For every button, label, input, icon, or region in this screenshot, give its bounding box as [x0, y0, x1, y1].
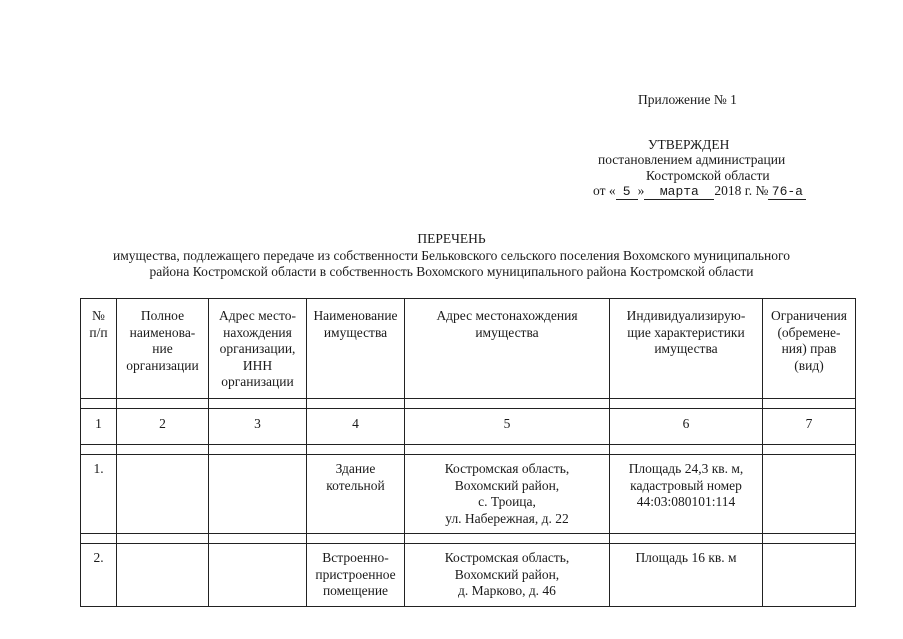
header-org-address: Адрес место- нахождения организации, ИНН организации: [209, 299, 307, 399]
row-org-address: [209, 544, 307, 607]
header-property-address: Адрес местонахождения имущества: [405, 299, 610, 399]
date-day: 5: [616, 185, 638, 200]
header-org-name: Полное наименова- ние организации: [117, 299, 209, 399]
table-header-row: [81, 299, 856, 399]
property-table: [80, 298, 856, 607]
row-org-name: [117, 544, 209, 607]
column-number: 7: [763, 409, 856, 445]
table-row: [81, 544, 856, 607]
row-property-address: Костромская область, Вохомский район, с. Троица, ул. Набережная, д. 22: [405, 455, 610, 534]
column-number-row: [81, 409, 856, 445]
column-number: 6: [610, 409, 763, 445]
table-row: [81, 455, 856, 534]
appendix-label: Приложение № 1: [638, 92, 737, 107]
date-year: 2018 г. №: [714, 183, 769, 198]
approval-title: УТВЕРЖДЕН: [648, 137, 730, 152]
header-characteristics: Индивидуализирую- щие характеристики имущества: [610, 299, 763, 399]
document-number: 76-а: [768, 185, 806, 200]
header-no: № п/п: [81, 299, 117, 399]
row-characteristics: Площадь 16 кв. м: [610, 544, 763, 607]
column-number: 4: [307, 409, 405, 445]
column-number: 3: [209, 409, 307, 445]
row-property-name: Встроенно- пристроенное помещение: [307, 544, 405, 607]
approval-line2: Костромской области: [646, 168, 770, 183]
list-subtitle-line2: района Костромской области в собственность Вохомского муниципального района Костромской области: [149, 264, 754, 279]
row-restrictions: [763, 455, 856, 534]
row-org-address: [209, 455, 307, 534]
row-org-name: [117, 455, 209, 534]
row-property-address: Костромская область, Вохомский район, д. Марково, д. 46: [405, 544, 610, 607]
list-subtitle-line1: имущества, подлежащего передаче из собственности Бельковского сельского поселения Вохомского муниципального: [113, 248, 790, 263]
approval-date-line: [593, 183, 806, 200]
list-title: ПЕРЕЧЕНЬ: [417, 231, 486, 246]
date-mid: »: [637, 183, 645, 198]
row-characteristics: Площадь 24,3 кв. м, кадастровый номер 44:03:080101:114: [610, 455, 763, 534]
date-month: марта: [644, 185, 714, 200]
column-number: 2: [117, 409, 209, 445]
header-property-name: Наименование имущества: [307, 299, 405, 399]
row-no: 2.: [81, 544, 117, 607]
column-number: 1: [81, 409, 117, 445]
header-restrictions: Ограничения (обремене- ния) прав (вид): [763, 299, 856, 399]
approval-line1: постановлением администрации: [598, 152, 786, 167]
row-restrictions: [763, 544, 856, 607]
row-no: 1.: [81, 455, 117, 534]
column-number: 5: [405, 409, 610, 445]
row-property-name: Здание котельной: [307, 455, 405, 534]
date-prefix: от «: [593, 183, 616, 198]
